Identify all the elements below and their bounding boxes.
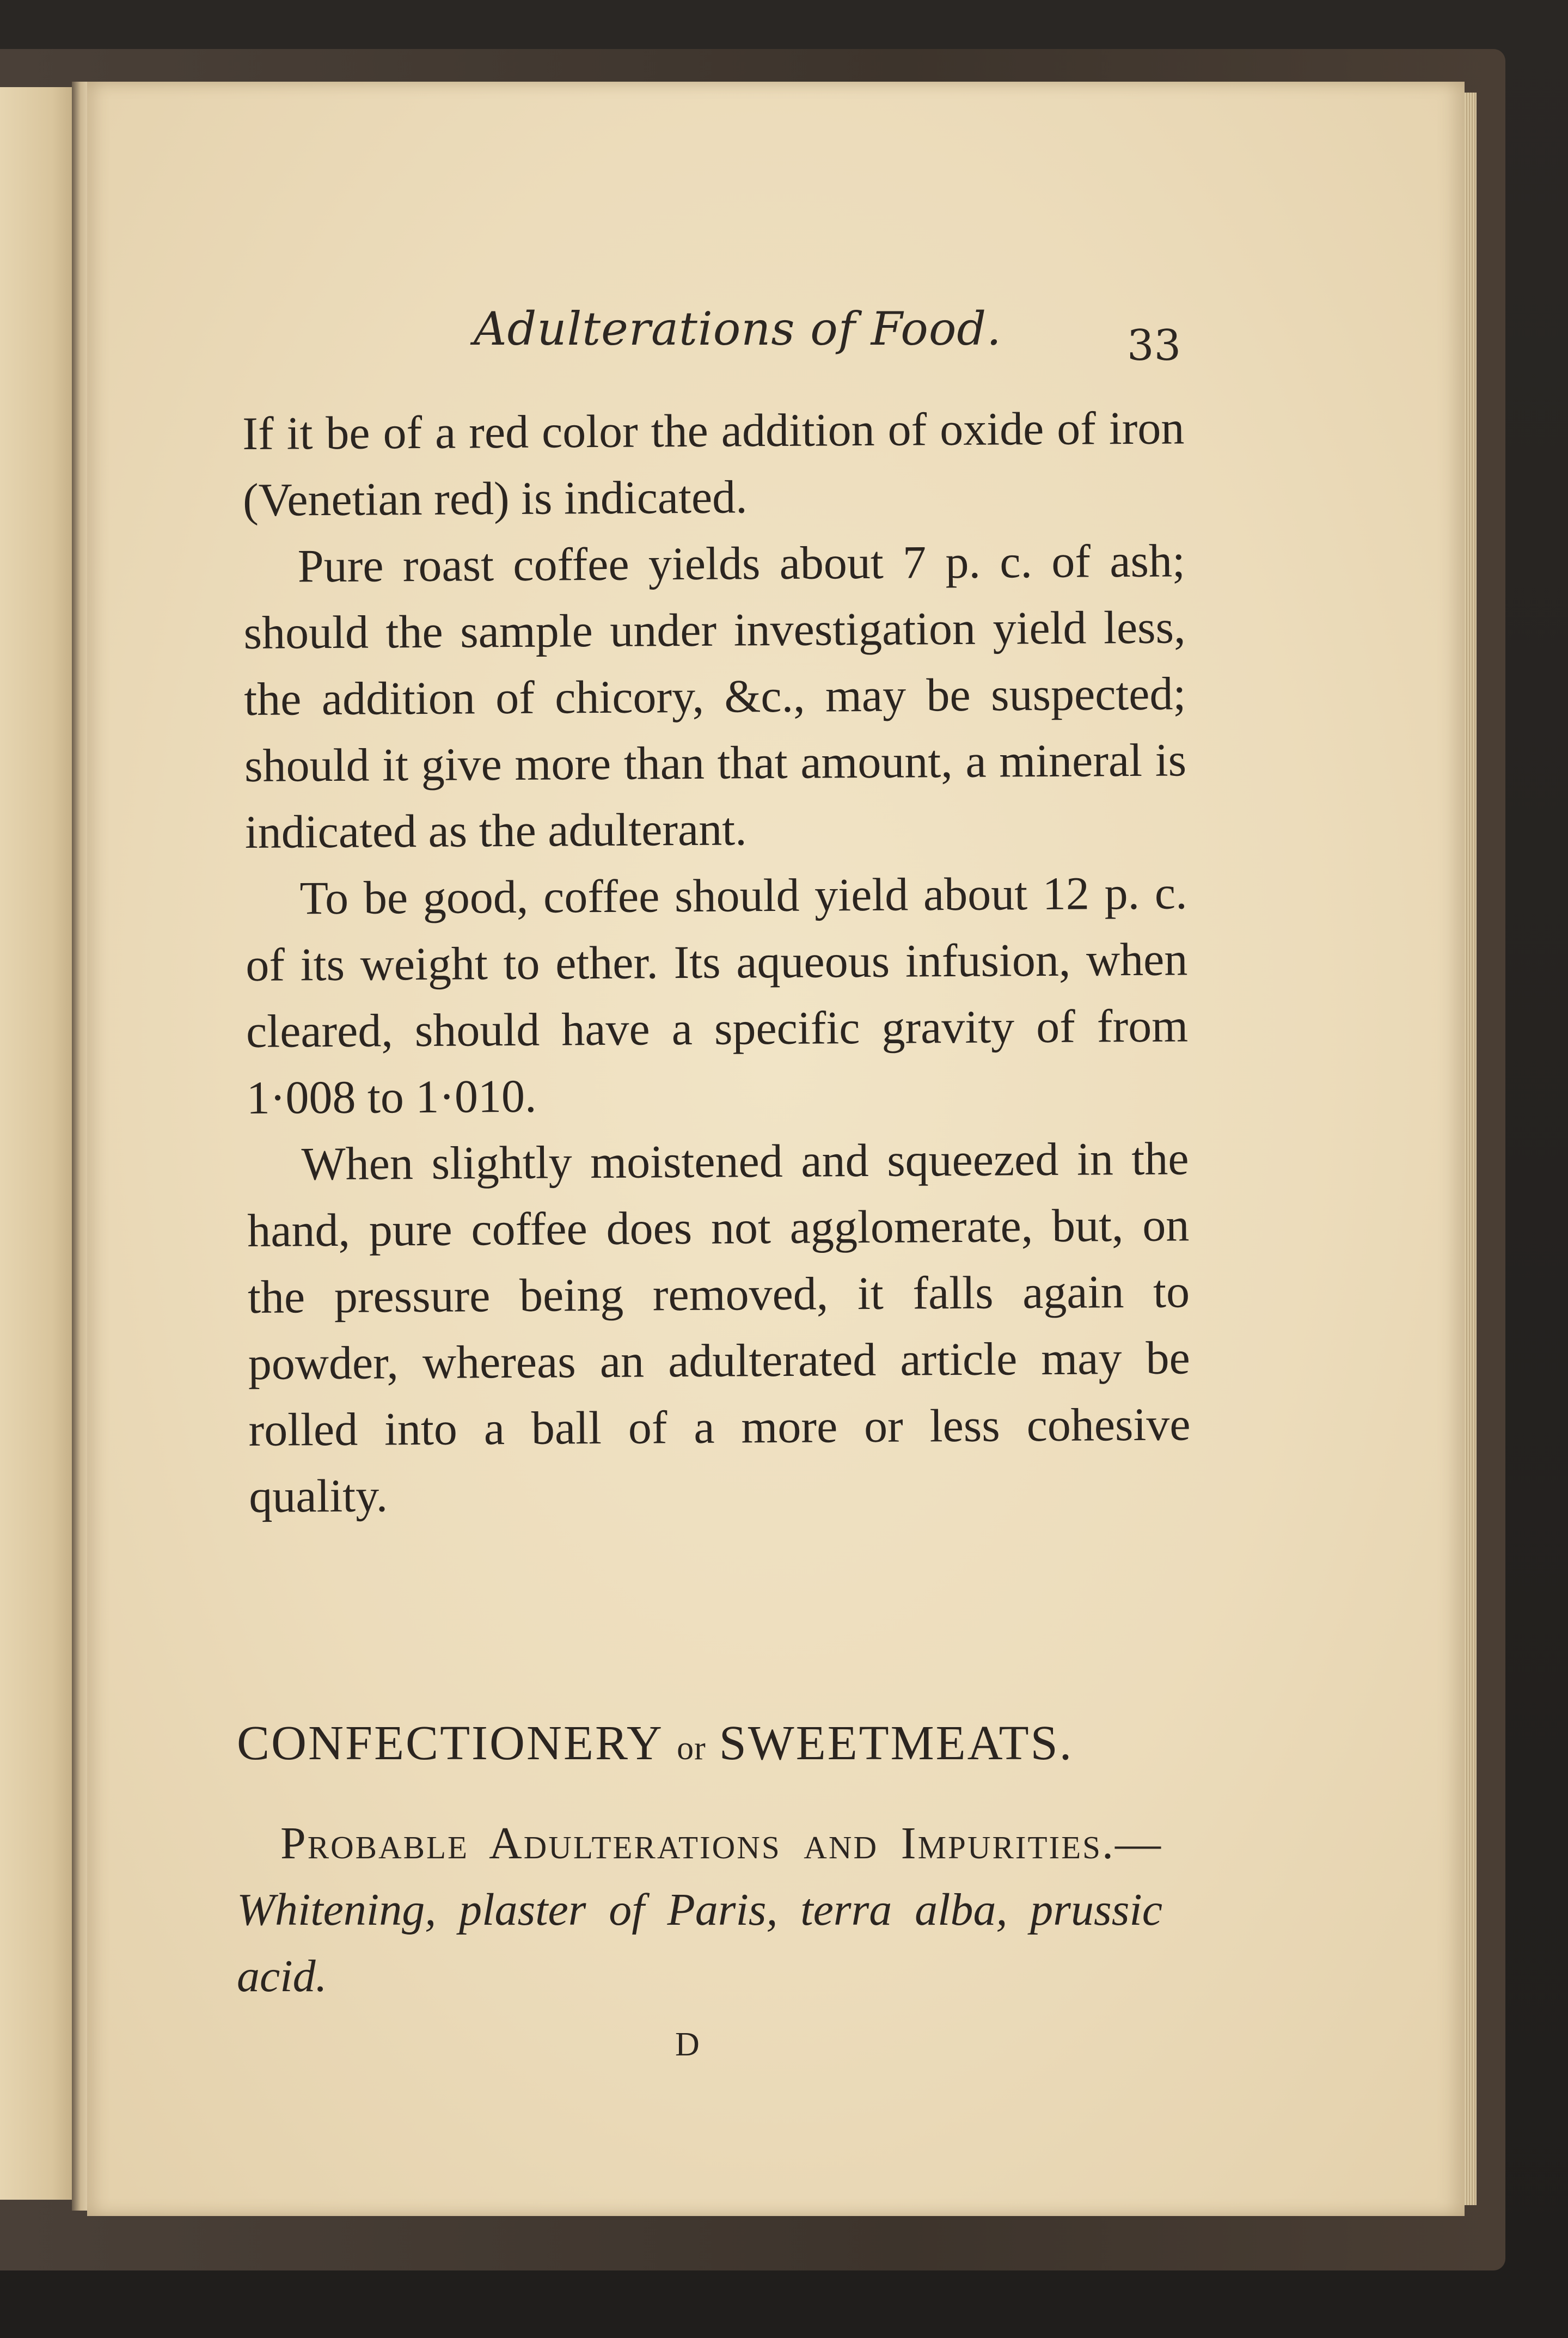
section-heading-left: CONFECTIONERY	[237, 1716, 664, 1770]
body-text	[242, 394, 1191, 1529]
paragraph: Pure roast coffee yields about 7 p. c. of ash; should the sample under investigation yield less, the addition of chicory, &c., may be suspected; should it give more than that amount, a mineral is indicated as the adulterant.	[243, 534, 1187, 858]
paragraph: To be good, coffee should yield about 12 p. c. of its weight to ether. Its aqueous infusion, when cleared, should have a specific gravity of from 1·008 to 1·010.	[246, 866, 1189, 1124]
adulterations-label: Probable Adulterations and Impurities.—	[280, 1818, 1162, 1869]
adulterations-list: Whitening, plaster of Paris, terra alba, prussic acid.	[237, 1884, 1162, 2002]
section-heading-right: SWEETMEATS.	[719, 1716, 1074, 1770]
paragraph: If it be of a red color the addition of oxide of iron (Venetian red) is indicated.	[242, 401, 1185, 526]
page-number: 33	[1127, 321, 1181, 370]
section-heading	[237, 1715, 1162, 1771]
section-heading-or: or	[677, 1730, 706, 1767]
paragraph: When slightly moistened and squeezed in the hand, pure coffee does not agglomerate, but, on the pressure being removed, it falls again to powder, whereas an adulterated article may be rolled into a ball of a more or less cohesive quality.	[247, 1132, 1191, 1522]
running-head: Adulterations of Food.	[474, 302, 1002, 356]
adulterations-paragraph	[237, 1810, 1162, 2010]
signature-mark: D	[675, 2026, 700, 2063]
